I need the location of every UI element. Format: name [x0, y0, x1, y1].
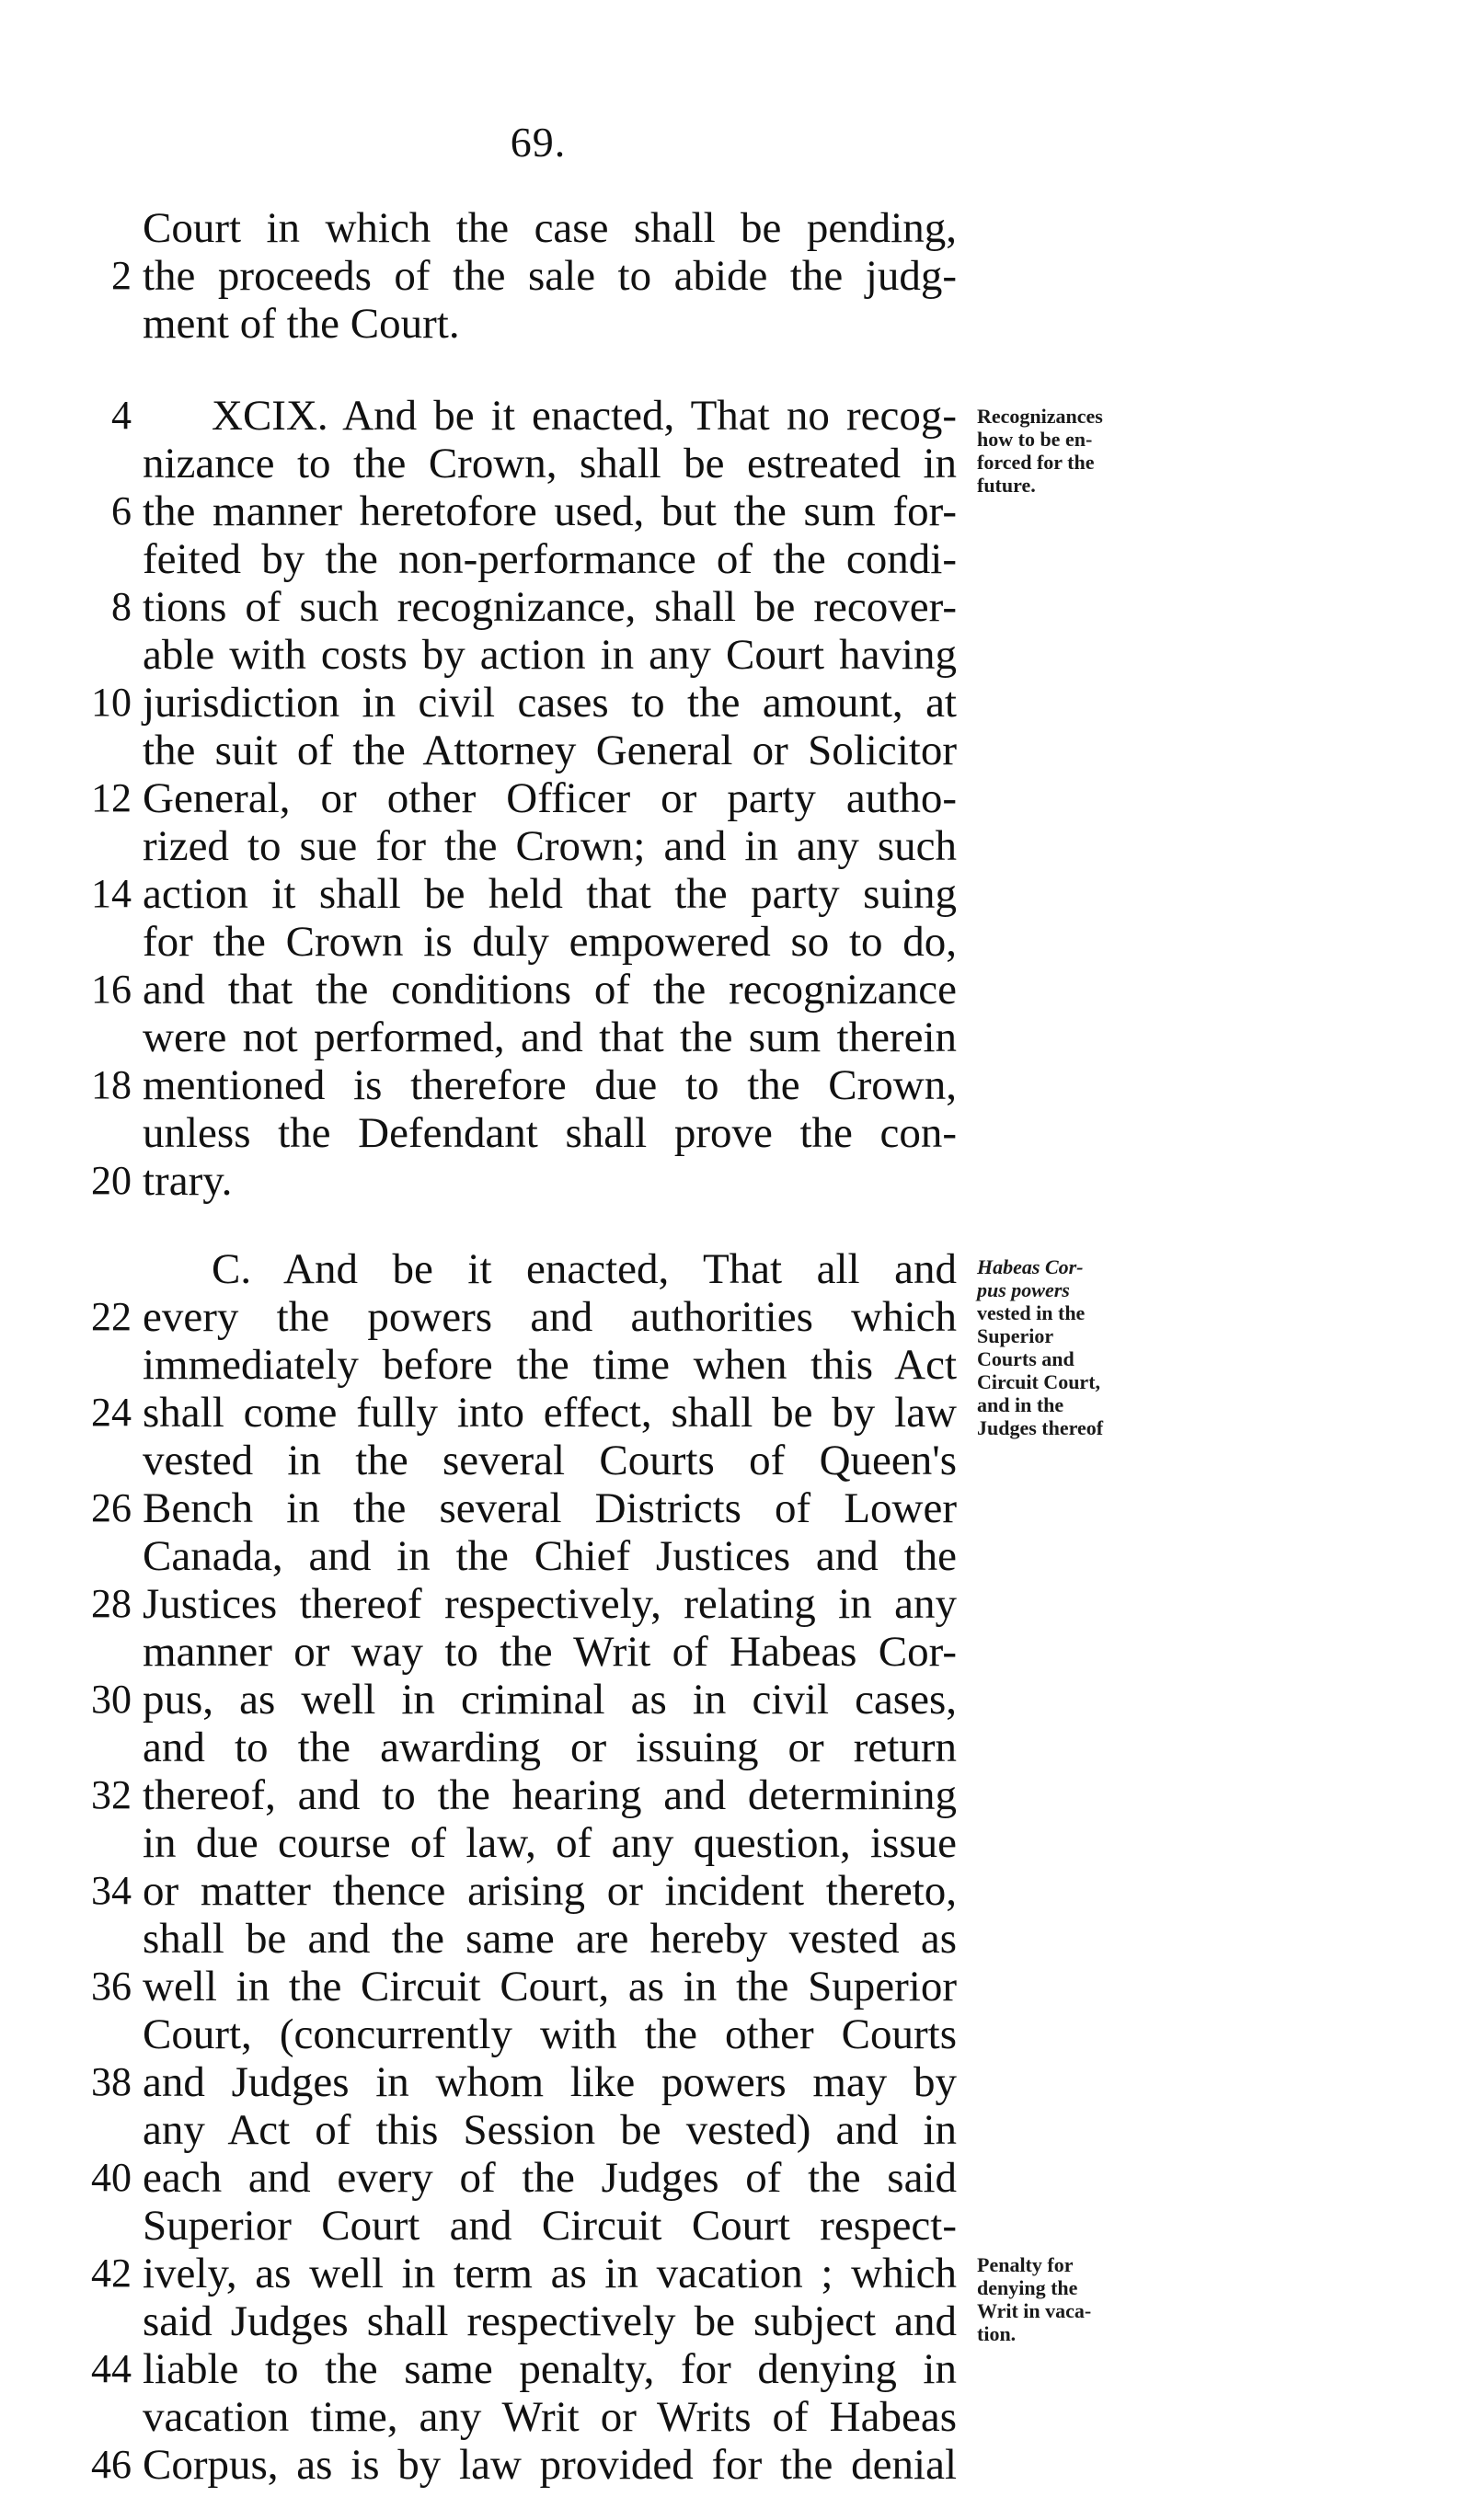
line-text: Superior Court and Circuit Court respect- [143, 2202, 957, 2250]
line-text: rized to sue for the Crown; and in any such [143, 822, 957, 870]
line-text: action it shall be held that the party suing [143, 870, 957, 918]
line-text: in due course of law, of any question, issue [143, 1819, 957, 1867]
page-number: 69. [510, 119, 567, 166]
text-line [143, 1819, 957, 1867]
marginal-note-line: how to be en- [977, 428, 1093, 451]
line-number: 40 [91, 2155, 132, 2200]
text-line [91, 2058, 957, 2106]
text-line [143, 535, 957, 583]
marginal-note-line: Penalty for [977, 2253, 1074, 2276]
line-text: Justices thereof respectively, relating in any [143, 1580, 957, 1628]
text-line [91, 1867, 957, 1915]
text-line [91, 2441, 957, 2489]
text-line [143, 2010, 957, 2058]
marginal-note-line: Recognizances [977, 405, 1103, 428]
text-line [111, 583, 957, 631]
line-text: General, or other Officer or party autho- [143, 774, 957, 822]
text-line [143, 1532, 957, 1580]
line-text: and to the awarding or issuing or return [143, 1724, 957, 1771]
line-number: 18 [91, 1062, 132, 1107]
text-line [91, 1771, 957, 1819]
line-text: liable to the same penalty, for denying in [143, 2345, 957, 2393]
line-number: 14 [91, 871, 132, 916]
line-text: any Act of this Session be vested) and in [143, 2106, 957, 2154]
text-line [143, 1014, 957, 1061]
line-number: 28 [91, 1581, 132, 1626]
marginal-note-line: pus powers [977, 1278, 1070, 1301]
text-line [143, 1915, 957, 1963]
line-text: C. And be it enacted, That all and [212, 1245, 957, 1293]
line-text: immediately before the time when this Act [143, 1341, 957, 1389]
text-line [143, 2393, 957, 2441]
marginal-note-line: Writ in vaca- [977, 2299, 1092, 2322]
line-number: 2 [111, 253, 132, 298]
line-text: and that the conditions of the recognizance [143, 966, 957, 1014]
text-line [143, 1437, 957, 1484]
marginal-note-line: Superior [977, 1324, 1054, 1347]
text-line [143, 822, 957, 870]
text-line [91, 966, 957, 1014]
line-text: or matter thence arising or incident thereto, [143, 1867, 957, 1915]
line-number: 12 [91, 775, 132, 820]
line-text: Corpus, as is by law provided for the denial [143, 2441, 957, 2489]
text-line [91, 2154, 957, 2202]
text-line [91, 1389, 957, 1437]
marginal-note-line: tion. [977, 2322, 1017, 2345]
marginal-note-line: Courts and [977, 1347, 1075, 1370]
text-line [91, 1157, 957, 1205]
text-line [91, 2345, 957, 2393]
text-line [91, 1580, 957, 1628]
line-text: each and every of the Judges of the said [143, 2154, 957, 2202]
line-number: 10 [91, 680, 132, 725]
text-line [143, 300, 957, 348]
text-line [91, 870, 957, 918]
line-text: the manner heretofore used, but the sum for- [143, 487, 957, 535]
text-line [111, 252, 957, 300]
line-number: 24 [91, 1390, 132, 1435]
line-number: 20 [91, 1158, 132, 1203]
line-text: able with costs by action in any Court having [143, 631, 957, 679]
line-text: for the Crown is duly empowered so to do, [143, 918, 957, 966]
line-number: 46 [91, 2442, 132, 2487]
line-number: 30 [91, 1677, 132, 1722]
text-line [143, 2202, 957, 2250]
line-text: pus, as well in criminal as in civil cases, [143, 1676, 957, 1724]
line-text: said Judges shall respectively be subject and [143, 2297, 957, 2345]
line-number: 8 [111, 584, 132, 629]
marginal-note-line: Circuit Court, [977, 1370, 1101, 1393]
marginal-note-line: future. [977, 474, 1036, 497]
text-line [143, 727, 957, 774]
line-text: mentioned is therefore due to the Crown, [143, 1061, 957, 1109]
line-text: unless the Defendant shall prove the con- [143, 1109, 957, 1157]
text-line [91, 1293, 957, 1341]
line-text: manner or way to the Writ of Habeas Cor- [143, 1628, 957, 1676]
line-text: XCIX. And be it enacted, That no recog- [212, 392, 957, 440]
line-text: every the powers and authorities which [143, 1293, 957, 1341]
text-line [91, 2250, 957, 2297]
line-text: jurisdiction in civil cases to the amount, at [143, 679, 957, 727]
line-text: were not performed, and that the sum therein [143, 1014, 957, 1061]
line-text: Court in which the case shall be pending, [143, 204, 957, 252]
text-line [91, 679, 957, 727]
line-number: 44 [91, 2346, 132, 2391]
line-number: 4 [111, 393, 132, 438]
text-line [143, 1628, 957, 1676]
section-heading-line [111, 392, 957, 440]
marginal-note-line: vested in the [977, 1301, 1086, 1324]
line-number: 38 [91, 2059, 132, 2104]
text-line [143, 204, 957, 252]
line-text: well in the Circuit Court, as in the Superior [143, 1963, 957, 2010]
line-number: 22 [91, 1294, 132, 1339]
text-line [143, 2297, 957, 2345]
line-number: 16 [91, 967, 132, 1012]
marginal-note-line: and in the [977, 1393, 1064, 1416]
marginal-note-line: Judges thereof [977, 1416, 1104, 1439]
text-line [143, 2106, 957, 2154]
line-text: Court, (concurrently with the other Courts [143, 2010, 957, 2058]
line-number: 34 [91, 1868, 132, 1913]
line-number: 26 [91, 1485, 132, 1530]
line-text: nizance to the Crown, shall be estreated in [143, 440, 957, 487]
text-line [91, 774, 957, 822]
marginal-note-line: denying the [977, 2276, 1078, 2299]
marginal-note-line: Habeas Cor- [977, 1255, 1084, 1278]
line-text: and Judges in whom like powers may by [143, 2058, 957, 2106]
text-line [143, 631, 957, 679]
marginal-note-habeas-corpus [977, 1255, 1152, 1439]
line-text: shall come fully into effect, shall be by law [143, 1389, 957, 1437]
line-text: vested in the several Courts of Queen's [143, 1437, 957, 1484]
line-number: 42 [91, 2251, 132, 2296]
line-text: tions of such recognizance, shall be recover- [143, 583, 957, 631]
text-line [111, 487, 957, 535]
text-line [91, 1484, 957, 1532]
marginal-note-line: forced for the [977, 451, 1095, 474]
line-text: vacation time, any Writ or Writs of Habeas [143, 2393, 957, 2441]
text-line [143, 1341, 957, 1389]
line-number: 6 [111, 488, 132, 533]
text-line [91, 1676, 957, 1724]
line-text: shall be and the same are hereby vested as [143, 1915, 957, 1963]
marginal-note-recognizances [977, 405, 1152, 497]
line-number: 36 [91, 1964, 132, 2009]
line-number: 32 [91, 1772, 132, 1817]
section-heading-line [212, 1245, 957, 1293]
line-text: trary. [143, 1157, 233, 1205]
text-line [143, 1724, 957, 1771]
line-text: Bench in the several Districts of Lower [143, 1484, 957, 1532]
line-text: the proceeds of the sale to abide the judg- [143, 252, 957, 300]
marginal-note-penalty [977, 2253, 1152, 2345]
text-line [143, 918, 957, 966]
line-text: ment of the Court. [143, 300, 460, 348]
line-text: feited by the non-performance of the condi- [143, 535, 957, 583]
text-line [91, 1061, 957, 1109]
text-line [91, 1963, 957, 2010]
line-text: thereof, and to the hearing and determining [143, 1771, 957, 1819]
line-text: Canada, and in the Chief Justices and the [143, 1532, 957, 1580]
text-line [143, 440, 957, 487]
text-line [143, 1109, 957, 1157]
line-text: the suit of the Attorney General or Solicitor [143, 727, 957, 774]
line-text: ively, as well in term as in vacation ; which [143, 2250, 957, 2297]
